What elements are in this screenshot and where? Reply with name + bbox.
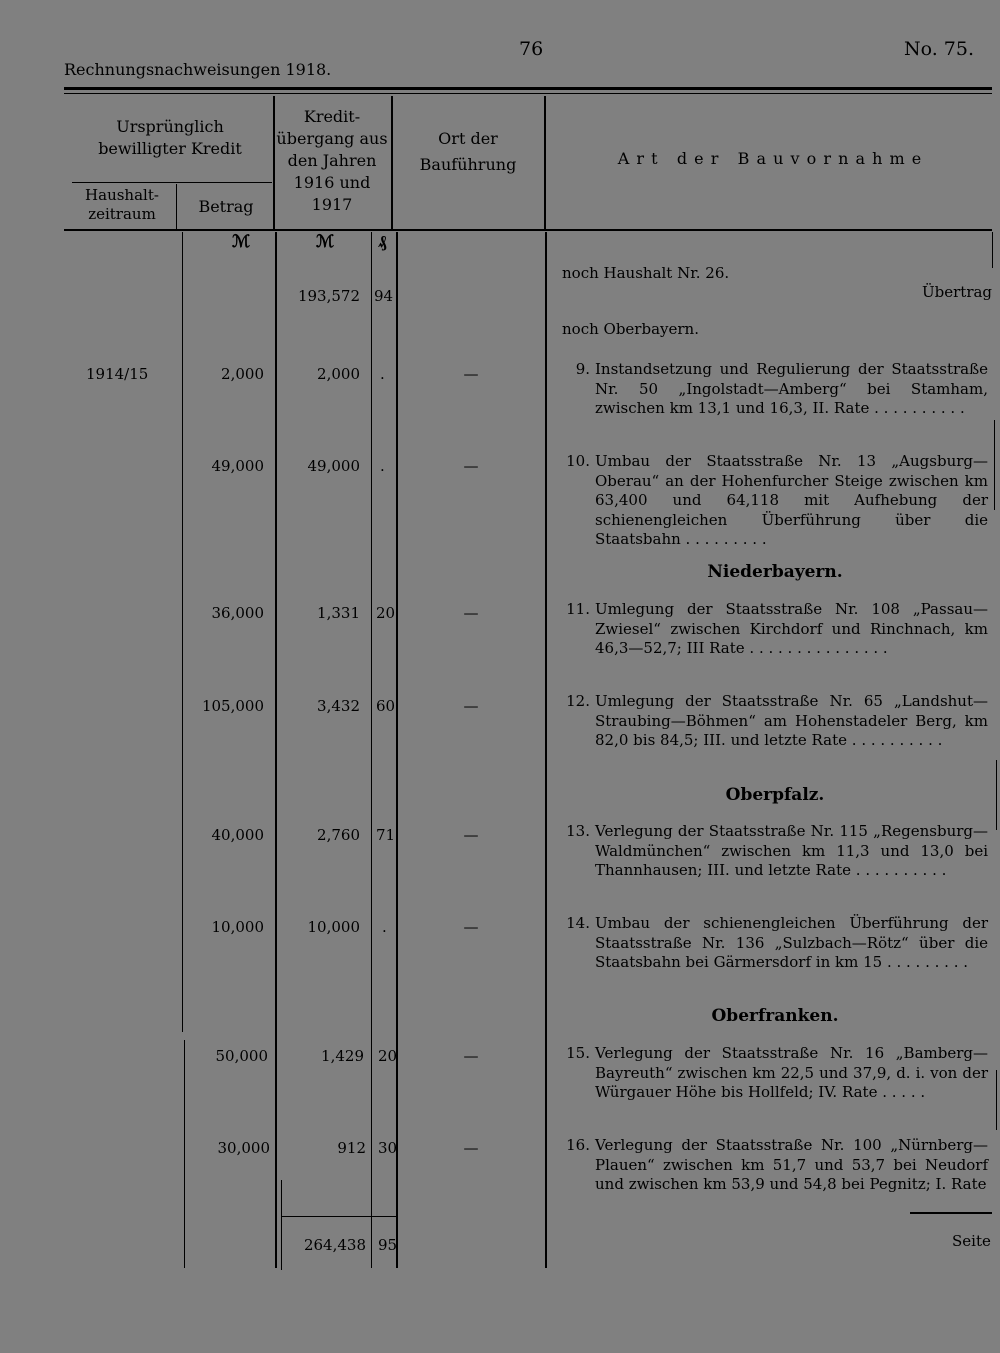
intro-uebertrag: Übertrag [922, 283, 993, 301]
total-transfer: 264,438 [303, 1236, 366, 1254]
col-divider-transfer [391, 96, 393, 230]
row-transfer: 1,331 [317, 604, 360, 622]
header-bottom-rule [64, 229, 992, 231]
doc-number: No. 75. [904, 38, 975, 60]
item-number: 9. [575, 360, 590, 378]
row-amount: 105,000 [201, 697, 264, 715]
col-header-transfer: Kredit-übergang aus den Jahren 1916 und 1917 [276, 107, 388, 214]
row-place: — [463, 697, 479, 715]
row-transfer: 49,000 [307, 457, 360, 475]
row-transfer: 2,000 [317, 365, 360, 383]
row-pf: . [380, 457, 385, 475]
body-divider-4 [545, 232, 547, 1268]
row-pf: 30 [378, 1139, 398, 1157]
list-item [562, 822, 988, 881]
row-amount: 2,000 [221, 365, 264, 383]
intro-haushalt: noch Haushalt Nr. 26. [562, 264, 730, 282]
unit-pf-transfer: ₰ [378, 232, 387, 252]
right-edge-line-3 [996, 760, 997, 830]
item-number: 16. [566, 1136, 590, 1154]
item-number: 14. [566, 914, 590, 932]
item-text: Umlegung der Staatsstraße Nr. 108 „Passau—Zwiesel“ zwischen Kirchdorf und Rinchnach, km 46,3—52,7; III Rate . . . . . . . . . . . . . . . [595, 600, 988, 657]
body-divider-3 [396, 232, 398, 1268]
row-place: — [463, 604, 479, 622]
intro-region-oberbayern: noch Oberbayern. [562, 320, 699, 338]
totals-rule-left [282, 1216, 396, 1217]
item-text: Verlegung der Staatsstraße Nr. 100 „Nürnberg—Plauen“ zwischen km 51,7 und 53,7 bei Neudorf und zwischen km 53,9 und 54,8 bei Pegnitz; I. Rate [595, 1136, 988, 1193]
unit-mark-amount: ℳ [232, 232, 251, 252]
item-number: 15. [566, 1044, 590, 1062]
list-item [562, 600, 988, 659]
row-pf: 20 [376, 604, 396, 622]
row-place: — [463, 918, 479, 936]
col-divider-amount [273, 96, 275, 230]
list-item [562, 360, 988, 419]
row-transfer: 1,429 [321, 1047, 364, 1065]
row-amount: 30,000 [217, 1139, 270, 1157]
top-rule-thick [64, 87, 992, 90]
page-number: 76 [519, 38, 544, 60]
row-place: — [463, 1047, 479, 1065]
col-header-orig-credit: Ursprünglich bewilligter Kredit [98, 117, 242, 158]
unit-mark-transfer: ℳ [316, 232, 335, 252]
list-item [562, 692, 988, 751]
item-number: 13. [566, 822, 590, 840]
row-amount: 40,000 [211, 826, 264, 844]
right-edge-line-4 [996, 1070, 997, 1130]
intro-uebertrag-pf: 94 [374, 287, 394, 305]
row-pf: 20 [378, 1047, 398, 1065]
row-period: 1914/15 [86, 365, 149, 383]
row-pf: . [382, 918, 387, 936]
row-amount: 36,000 [211, 604, 264, 622]
header-sub-rule [72, 182, 272, 183]
top-rule-thin [64, 93, 992, 94]
row-place: — [463, 826, 479, 844]
intro-uebertrag-mark: 193,572 [297, 287, 360, 305]
row-transfer: 912 [337, 1139, 366, 1157]
region-niederbayern: Niederbayern. [707, 562, 843, 582]
col-header-amount: Betrag [198, 197, 254, 216]
row-pf: 60 [376, 697, 396, 715]
row-amount: 50,000 [215, 1047, 268, 1065]
row-transfer: 10,000 [307, 918, 360, 936]
body-divider-2 [275, 232, 277, 1268]
seite-label: Seite [952, 1232, 991, 1250]
list-item [562, 1044, 988, 1103]
row-pf: 71 [376, 826, 396, 844]
right-edge-line [992, 232, 993, 268]
row-amount: 10,000 [211, 918, 264, 936]
list-item [562, 1136, 988, 1195]
item-text: Umbau der schienengleichen Überführung der Staatsstraße Nr. 136 „Sulzbach—Rötz“ über die Staatsbahn bei Gärmersdorf in km 15 . . . . . . . . . [595, 914, 988, 971]
total-pf: 95 [378, 1236, 398, 1254]
item-text: Instandsetzung und Regulierung der Staatsstraße Nr. 50 „Ingolstadt—Amberg“ bei Stamham, zwischen km 13,1 und 16,3, II. Rate . . . . . . . . . . [595, 360, 988, 417]
body-divider-pf [371, 232, 372, 1268]
col-header-kind: A r t d e r B a u v o r n a h m e [617, 149, 923, 168]
row-transfer: 3,432 [317, 697, 360, 715]
row-place: — [463, 457, 479, 475]
body-divider-2b [281, 1180, 282, 1270]
item-number: 11. [566, 600, 590, 618]
col-header-place: Ort der Bauführung [419, 129, 517, 174]
col-divider-period [176, 184, 177, 230]
row-place: — [463, 365, 479, 383]
row-transfer: 2,760 [317, 826, 360, 844]
row-amount: 49,000 [211, 457, 264, 475]
totals-rule-right [910, 1212, 992, 1214]
item-text: Verlegung der Staatsstraße Nr. 16 „Bamberg—Bayreuth“ zwischen km 22,5 und 37,9, d. i. von der Würgauer Höhe bis Hollfeld; IV. Rate . . . . . [595, 1044, 988, 1101]
col-header-period: Haushalt-zeitraum [85, 186, 159, 223]
item-text: Verlegung der Staatsstraße Nr. 115 „Regensburg—Waldmünchen“ zwischen km 11,3 und 13,0 bei Thannhausen; III. und letzte Rate . . . . . . . . . . [595, 822, 988, 879]
row-pf: . [380, 365, 385, 383]
region-oberpfalz: Oberpfalz. [725, 785, 825, 805]
item-text: Umbau der Staatsstraße Nr. 13 „Augsburg—Oberau“ an der Hohenfurcher Steige zwischen km 63,400 und 64,118 mit Aufhebung der schienengleichen Überführung über die Staatsbahn . . . . . . . . . [595, 452, 988, 548]
row-place: — [463, 1139, 479, 1157]
list-item [562, 452, 988, 550]
body-divider-1 [182, 232, 183, 1032]
right-edge-line-2 [994, 420, 995, 510]
list-item [562, 914, 988, 973]
header-left-title: Rechnungsnachweisungen 1918. [64, 60, 332, 79]
col-divider-place [544, 96, 546, 230]
item-number: 10. [566, 452, 590, 470]
item-text: Umlegung der Staatsstraße Nr. 65 „Landshut—Straubing—Böhmen“ am Hohenstadeler Berg, km 82,0 bis 84,5; III. und letzte Rate . . . . . . . . . . [595, 692, 988, 749]
region-oberfranken: Oberfranken. [711, 1006, 839, 1026]
item-number: 12. [566, 692, 590, 710]
